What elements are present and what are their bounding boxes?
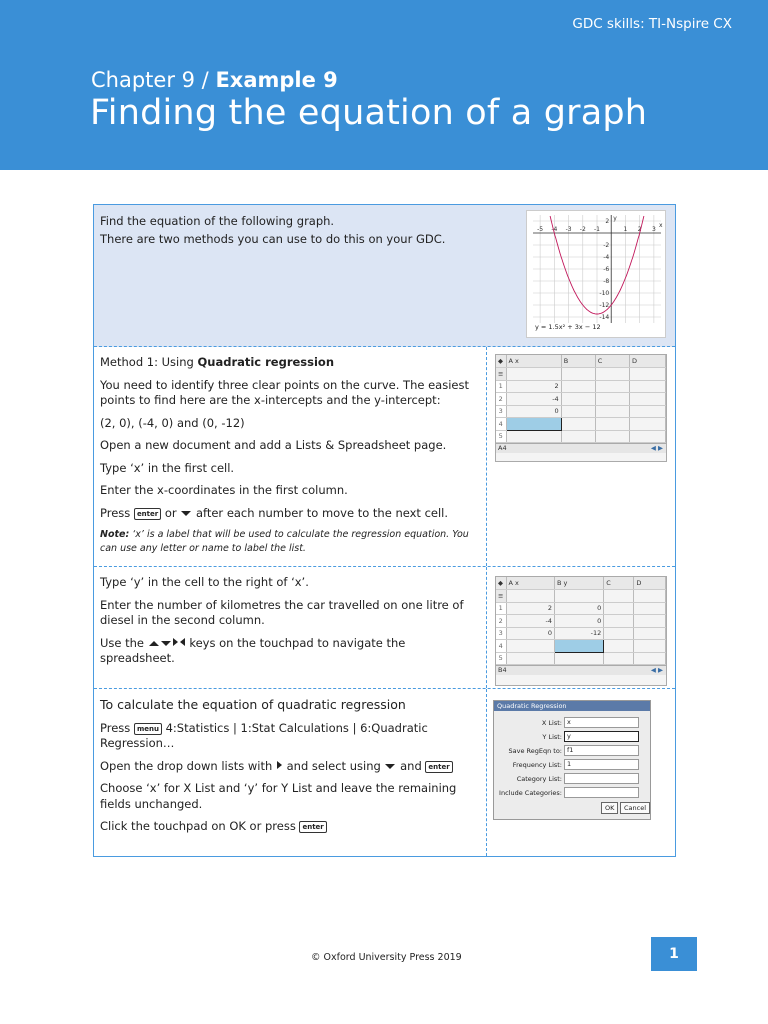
step3-text	[94, 689, 487, 856]
x-list-select[interactable]: x	[564, 717, 639, 728]
dialog-title: Quadratic Regression	[494, 701, 650, 711]
parabola-graph	[526, 210, 666, 338]
col-header-c: C	[595, 355, 629, 368]
cell: 2	[506, 602, 554, 615]
dialog-row: Y List: y	[494, 731, 644, 743]
row-number: 2	[496, 393, 506, 406]
status-bar: B4 ◀ ▶	[496, 665, 666, 675]
step2-text	[94, 567, 487, 688]
page-header	[0, 0, 768, 170]
cell: 0	[506, 627, 554, 640]
step2-p3: Use the keys on the touchpad to navigate the spreadsheet.	[100, 635, 406, 666]
status-bar: A4 ◀ ▶	[496, 443, 666, 453]
row-number: 4	[496, 418, 506, 431]
method1-text	[94, 347, 487, 566]
selected-cell	[506, 418, 561, 431]
cell: 2	[506, 380, 561, 393]
y-tick-label: -12	[599, 302, 610, 309]
dialog-row: Include Categories:	[494, 787, 644, 799]
y-tick-label: -6	[603, 266, 610, 273]
chapter-label	[91, 68, 338, 92]
dialog-row: X List: x	[494, 717, 644, 729]
col-header-d: D	[634, 577, 666, 590]
corner-cell: ◆	[496, 577, 506, 590]
step3-p1: Press menu 4:Statistics | 1:Stat Calculations | 6:Quadratic Regression…	[100, 720, 428, 751]
enter-key-icon: enter	[134, 508, 161, 520]
row-number: 5	[496, 430, 506, 443]
x-tick-label: -2	[579, 226, 586, 233]
formula-row-icon: ≡	[496, 368, 506, 381]
step3-title: To calculate the equation of quadratic regression	[100, 697, 406, 712]
y-tick-label: 2	[605, 218, 610, 225]
selected-cell	[554, 640, 603, 653]
step3-p4: Click the touchpad on OK or press enter	[100, 819, 480, 835]
y-tick-label: -8	[603, 278, 610, 285]
left-arrow-icon	[180, 638, 185, 646]
intro-line-2: There are two methods you can use to do this on your GDC.	[100, 231, 446, 246]
col-header-d: D	[630, 355, 666, 368]
spreadsheet-screenshot-1	[495, 354, 667, 462]
row-number: 3	[496, 405, 506, 418]
row-number: 5	[496, 652, 506, 665]
ok-button[interactable]: OK	[601, 802, 618, 814]
row-number: 1	[496, 380, 506, 393]
row-number: 4	[496, 640, 506, 653]
dialog-row: Frequency List: 1	[494, 759, 644, 771]
x-tick-label: -1	[594, 226, 600, 233]
row-number: 2	[496, 615, 506, 628]
cell: 0	[554, 615, 603, 628]
method1-title: Method 1: Using Quadratic regression	[100, 355, 335, 369]
copyright: © Oxford University Press 2019	[311, 952, 462, 963]
x-tick-label: -5	[537, 226, 544, 233]
save-regeqn-select[interactable]: f1	[564, 745, 639, 756]
chapter-number: Chapter 9 /	[91, 68, 209, 92]
down-arrow-icon	[385, 764, 395, 769]
x-tick-label: -3	[565, 226, 572, 233]
step3-p3: Choose ‘x’ for X List and ‘y’ for Y List and leave the remaining fields unchanged.	[100, 781, 457, 811]
col-header-c: C	[604, 577, 634, 590]
equation-label: y = 1.5x² + 3x − 12	[535, 323, 601, 331]
dialog-row: Category List:	[494, 773, 644, 785]
example-number: Example 9	[215, 68, 338, 92]
col-header-b: B y	[554, 577, 603, 590]
step2-p2: Enter the number of kilometres the car travelled on one litre of diesel in the second column.	[100, 597, 464, 628]
row-number: 1	[496, 602, 506, 615]
scroll-arrows-icon: ◀ ▶	[650, 666, 663, 674]
method1-p4: Type ‘x’ in the first cell.	[100, 460, 235, 475]
x-tick-label: 2	[637, 226, 642, 233]
step3-p2: Open the drop down lists with and select using and enter	[100, 759, 480, 775]
y-tick-label: -4	[603, 254, 610, 261]
cell: 0	[554, 602, 603, 615]
enter-key-icon: enter	[425, 761, 452, 773]
method1-points: (2, 0), (-4, 0) and (0, -12)	[100, 415, 245, 430]
x-axis-label: x	[659, 222, 663, 229]
col-header-a: A x	[506, 577, 554, 590]
y-tick-label: -10	[599, 290, 610, 297]
method1-p6: Press enter or after each number to move to the next cell.	[100, 505, 449, 520]
cell: -4	[506, 393, 561, 406]
intro-line-1: Find the equation of the following graph.	[100, 214, 335, 228]
x-tick-label: 3	[651, 226, 656, 233]
enter-key-icon: enter	[299, 821, 326, 833]
graph-svg	[527, 211, 667, 339]
cell: 0	[506, 405, 561, 418]
cancel-button[interactable]: Cancel	[620, 802, 650, 814]
scroll-arrows-icon: ◀ ▶	[650, 444, 663, 452]
quadratic-regression-dialog	[493, 700, 651, 820]
y-list-select[interactable]: y	[564, 731, 639, 742]
cell: -12	[554, 627, 603, 640]
header-kicker: GDC skills: TI-Nspire CX	[572, 16, 732, 32]
method1-p3: Open a new document and add a Lists & Spreadsheet page.	[100, 438, 447, 453]
corner-cell: ◆	[496, 355, 506, 368]
step2-p1: Type ‘y’ in the cell to the right of ‘x’.	[100, 575, 309, 589]
down-arrow-icon	[181, 511, 191, 516]
method1-p5: Enter the x-coordinates in the first column.	[100, 483, 348, 498]
y-tick-label: -2	[603, 242, 610, 249]
down-arrow-icon	[161, 641, 171, 646]
intro-text	[94, 205, 487, 346]
x-tick-label: -4	[551, 226, 558, 233]
menu-key-icon: menu	[134, 723, 162, 735]
include-categories-select[interactable]	[564, 787, 639, 798]
method1-note: Note: ‘x’ is a label that will be used to calculate the regression equation. You can use any letter or name to label the list.	[100, 529, 469, 554]
right-arrow-icon	[277, 761, 282, 769]
dialog-row: Save RegEqn to: f1	[494, 745, 644, 757]
right-arrow-icon	[173, 638, 178, 646]
y-tick-label: -14	[599, 314, 610, 321]
x-tick-label: 1	[623, 226, 628, 233]
category-list-select[interactable]	[564, 773, 639, 784]
col-header-b: B	[561, 355, 595, 368]
up-arrow-icon	[149, 641, 159, 646]
spreadsheet-screenshot-2	[495, 576, 667, 686]
col-header-a: A x	[506, 355, 561, 368]
cell: -4	[506, 615, 554, 628]
y-axis-label: y	[613, 215, 617, 222]
page-number: 1	[651, 937, 697, 971]
frequency-list-select[interactable]: 1	[564, 759, 639, 770]
row-number: 3	[496, 627, 506, 640]
page-title: Finding the equation of a graph	[90, 93, 648, 133]
method1-p1: You need to identify three clear points on the curve. The easiest points to find here are the x-intercepts and the y-intercept:	[100, 377, 469, 408]
formula-row-icon: ≡	[496, 590, 506, 603]
